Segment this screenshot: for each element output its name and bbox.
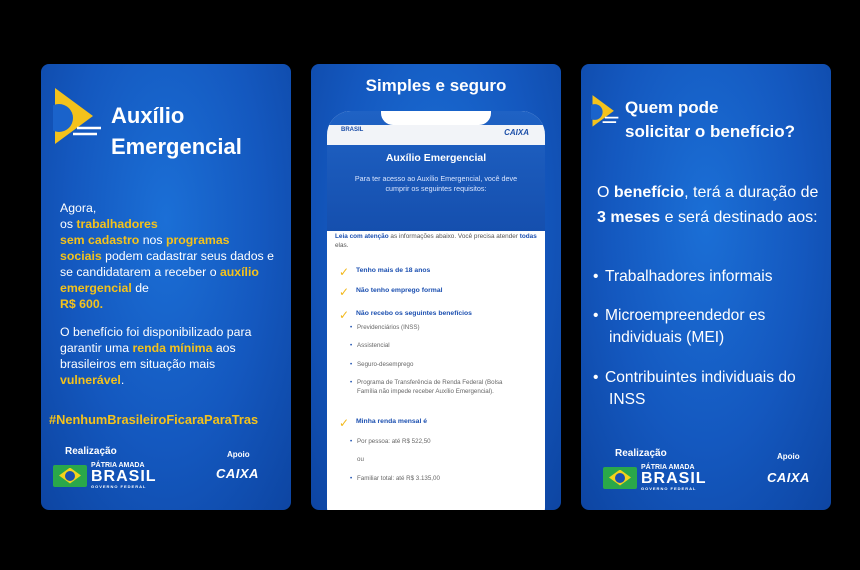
- patria-text: PÁTRIA AMADA: [91, 462, 145, 469]
- brasil-logo: [53, 462, 157, 489]
- caixa-logo: CAIXA: [767, 470, 810, 485]
- check-icon: ✓: [339, 265, 350, 279]
- text: O benefício foi disponibilizado para garantir uma: [60, 325, 252, 355]
- brasil-wordmark: [641, 464, 707, 491]
- text: Agora,: [60, 201, 97, 215]
- highlight: auxílio emergencial: [60, 265, 259, 295]
- app-title: Auxílio Emergencial: [385, 152, 487, 164]
- income-or: ou: [357, 456, 364, 463]
- phone-notch: [381, 111, 491, 125]
- paragraph-1: [60, 200, 282, 312]
- requirement-item: [339, 267, 430, 278]
- text: nos: [139, 233, 166, 247]
- paragraph-2: [60, 324, 282, 388]
- auxilio-chevron-logo: [591, 94, 621, 130]
- text: todas: [519, 233, 537, 240]
- hashtag: #NenhumBrasileiroFicaraParaTras: [49, 412, 259, 427]
- apoio-label: Apoio: [777, 452, 800, 461]
- brazil-flag-logo: [603, 467, 637, 489]
- title-line-1: Auxílio: [111, 103, 185, 128]
- brazil-flag-logo: [53, 465, 87, 487]
- highlight: 3 meses: [597, 209, 661, 226]
- text: os: [60, 217, 77, 231]
- brasil-logo: [603, 464, 707, 491]
- title-line-1: Quem pode: [625, 98, 719, 117]
- highlight: trabalhadores: [76, 217, 158, 231]
- income-item: • Por pessoa: até R$ 522,50: [357, 438, 517, 447]
- realizacao-label: Realização: [615, 448, 667, 459]
- list-item: • Contribuintes individuais do INSS: [593, 369, 796, 408]
- caixa-logo: CAIXA: [216, 466, 259, 481]
- card-body-text: [597, 180, 823, 230]
- text: aos brasileiros em situação mais: [60, 341, 236, 371]
- brasil-text: BRASIL: [641, 470, 707, 487]
- app-caixa-logo: CAIXA: [504, 128, 529, 137]
- auxilio-chevron-logo: [53, 86, 105, 150]
- check-icon: ✓: [339, 285, 350, 299]
- text: elas.: [335, 242, 349, 249]
- requirement-label: Não recebo os seguintes benefícios: [356, 310, 472, 317]
- governo-text: GOVERNO FEDERAL: [641, 486, 697, 491]
- text: de: [131, 281, 149, 295]
- benefit-item: • Programa de Transferência de Renda Federal (Bolsa Família não impede receber Auxílio Emergencial).: [357, 379, 517, 396]
- info-card-quem-pode: [581, 64, 831, 510]
- requirement-label: Tenho mais de 18 anos: [356, 267, 431, 274]
- highlight: benefício: [613, 184, 685, 201]
- governo-text: GOVERNO FEDERAL: [91, 484, 147, 489]
- income-item: • Familiar total: até R$ 3.135,00: [357, 475, 517, 484]
- text: podem cadastrar seus dados e se candidatarem a receber o: [60, 249, 274, 279]
- info-card-simples: [311, 64, 561, 510]
- patria-text: PÁTRIA AMADA: [641, 464, 695, 471]
- list-item: • Microempreendedor es individuais (MEI): [593, 307, 766, 346]
- highlight: sem cadastro: [60, 233, 140, 247]
- requirement-item: [339, 310, 472, 321]
- check-icon: ✓: [339, 308, 350, 322]
- card-heading: Simples e seguro: [365, 76, 507, 95]
- app-intro: Para ter acesso ao Auxílio Emergencial, você deve cumprir os seguintes requisitos:: [354, 174, 518, 193]
- info-card-auxilio: [41, 64, 291, 510]
- text: .: [120, 373, 125, 387]
- requirement-item: [339, 418, 427, 429]
- card-title: [111, 100, 242, 162]
- benefit-item: • Assistencial: [357, 342, 517, 351]
- brasil-wordmark: [91, 462, 157, 489]
- read-notice: [335, 232, 540, 250]
- list-item: • Trabalhadores informais: [593, 268, 773, 285]
- list-item-label: Trabalhadores informais: [605, 268, 773, 285]
- highlight: vulnerável: [60, 373, 121, 387]
- check-icon: ✓: [339, 416, 350, 430]
- list-item-label: Microempreendedor es individuais (MEI): [605, 307, 766, 346]
- highlight: R$ 600.: [60, 297, 104, 311]
- text: as informações abaixo. Você precisa atender: [388, 233, 520, 240]
- apoio-label: Apoio: [227, 450, 250, 459]
- requirement-label: Não tenho emprego formal: [356, 287, 443, 294]
- highlight: programas: [165, 233, 230, 247]
- highlight: sociais: [60, 249, 102, 263]
- text: O: [597, 184, 614, 201]
- phone-mockup: [327, 111, 545, 510]
- card-body-text: [60, 200, 282, 400]
- benefit-item: • Previdenciários (INSS): [357, 324, 517, 333]
- list-item-label: Contribuintes individuais do INSS: [605, 369, 796, 408]
- title-line-2: solicitar o benefício?: [625, 122, 796, 141]
- card-title: [625, 96, 795, 144]
- app-brasil-logo: BRASIL: [341, 127, 364, 133]
- requirement-label: Minha renda mensal é: [356, 418, 428, 425]
- realizacao-label: Realização: [65, 446, 117, 457]
- requirement-item: [339, 287, 442, 298]
- benefit-item: • Seguro-desemprego: [357, 361, 517, 370]
- text: Leia com atenção: [335, 233, 389, 240]
- highlight: renda mínima: [132, 341, 213, 355]
- text: e será destinado aos:: [660, 209, 818, 226]
- title-line-2: Emergencial: [111, 134, 242, 159]
- brasil-text: BRASIL: [91, 468, 157, 485]
- text: , terá a duração de: [684, 184, 819, 201]
